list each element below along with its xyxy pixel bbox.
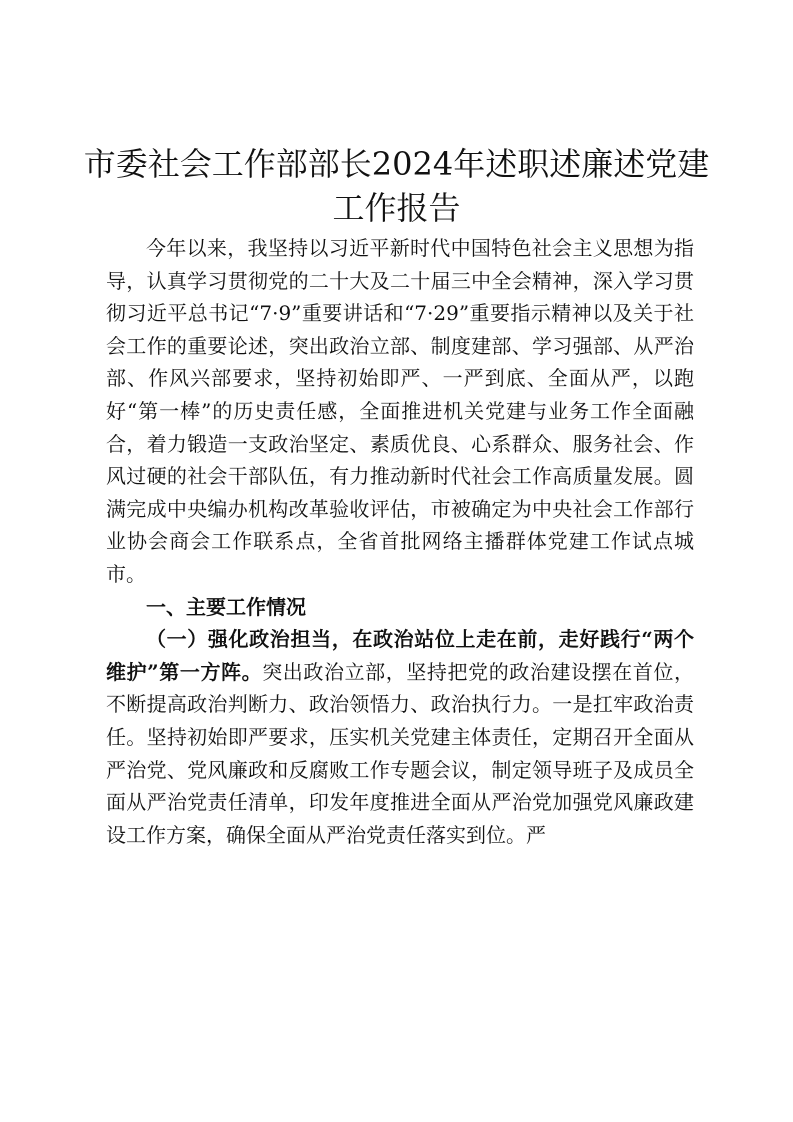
title-line-2: 工作报告 (332, 189, 461, 227)
intro-paragraph: 今年以来，我坚持以习近平新时代中国特色社会主义思想为指导，认真学习贯彻党的二十大及二十届三中全会精神，深入学习贯彻习近平总书记“7·9”重要讲话和“7·29”重要指示精神以及关于社会工作的重要论述，突出政治立部、制度建部、学习强部、从严治部、作风兴部要求，坚持初始即严、一严到底、全面从严，以跑好“第一棒”的历史责任感，全面推进机关党建与业务工作全面融合，着力锻造一支政治坚定、素质优良、心系群众、服务社会、作风过硬的社会干部队伍，有力推动新时代社会工作高质量发展。圆满完成中央编办机构改革验收评估，市被确定为中央社会工作部行业协会商会工作联系点，全省首批网络主播群体党建工作试点城市。 (106, 236, 694, 586)
subsection-body: 突出政治立部，坚持把党的政治建设摆在首位，不断提高政治判断力、政治领悟力、政治执行力。一是扛牢政治责任。坚持初始即严要求，压实机关党建主体责任，定期召开全面从严治党、党风廉政和反腐败工作专题会议，制定领导班子及成员全面从严治党责任清单，印发年度推进全面从严治党加强党风廉政建设工作方案，确保全面从严治党责任落实到位。严 (106, 659, 694, 847)
subsection-heading: （一）强化政治担当，在政治站位上走在前，走好践行“两个维护”第一方阵。 (106, 627, 694, 684)
title-line-1: 市委社会工作部部长2024年述职述廉述党建 (83, 145, 710, 183)
document-body (106, 232, 694, 851)
subsection-paragraph (106, 623, 694, 851)
section-heading: 一、主要工作情况 (146, 594, 306, 619)
document-title (60, 142, 733, 230)
